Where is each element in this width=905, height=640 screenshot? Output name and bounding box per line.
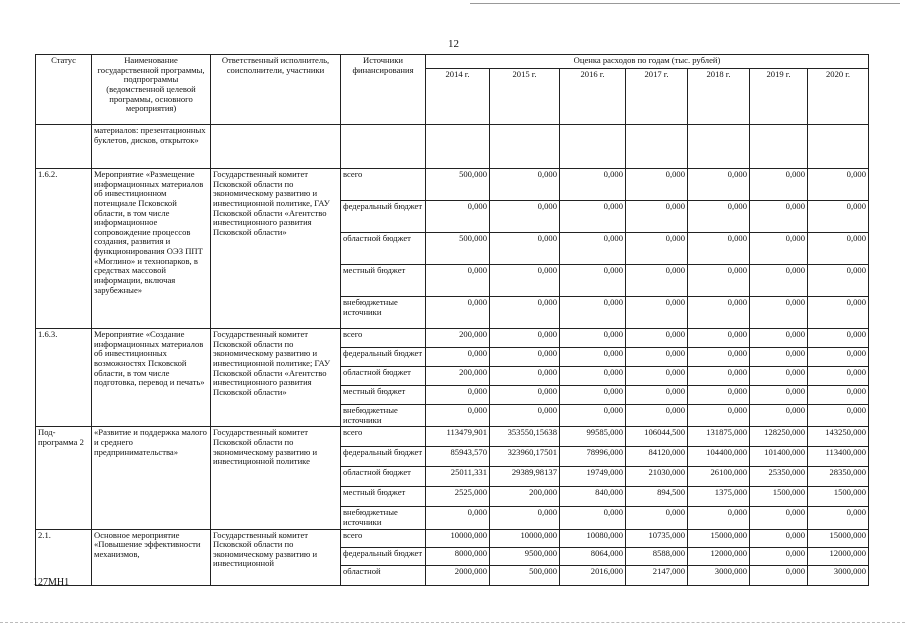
value-cell: 0,000 [560,329,626,348]
value-cell: 0,000 [688,348,750,367]
value-cell: 200,000 [490,487,560,507]
value-cell: 200,000 [426,367,490,386]
value-cell: 0,000 [688,405,750,427]
value-cell: 0,000 [750,201,808,233]
value-cell: 12000,000 [808,547,869,565]
value-cell: 9500,000 [490,547,560,565]
value-cell: 0,000 [750,529,808,547]
year-header: 2020 г. [808,69,869,125]
source-label: местный бюджет [341,487,426,507]
value-cell: 0,000 [490,348,560,367]
value-cell: 104400,000 [688,447,750,467]
source-label: внебюджетные источники [341,507,426,529]
value-cell: 0,000 [750,169,808,201]
table-row [36,169,869,201]
value-cell: 85943,570 [426,447,490,467]
value-cell: 0,000 [750,405,808,427]
value-cell: 0,000 [688,386,750,405]
value-cell: 1375,000 [688,487,750,507]
value-cell: 0,000 [626,201,688,233]
year-header: 2014 г. [426,69,490,125]
value-cell: 0,000 [490,386,560,405]
year-header: 2015 г. [490,69,560,125]
value-cell: 0,000 [688,329,750,348]
value-cell: 0,000 [688,233,750,265]
row-responsible: Государственный комитет Псковской области по экономическому развитию и инвестиционной политике; ГАУ Псковской области «Агентство инвестиционного развития Псковской области» [211,329,341,427]
source-label: всего [341,427,426,447]
source-label: местный бюджет [341,265,426,297]
value-cell: 0,000 [490,507,560,529]
value-cell: 25350,000 [750,467,808,487]
continuation-row [36,125,869,169]
row-name: «Развитие и поддержка малого и среднего предпринимательства» [92,427,211,529]
source-label: внебюджетные источники [341,405,426,427]
value-cell: 0,000 [808,367,869,386]
value-cell: 0,000 [426,297,490,329]
value-cell: 12000,000 [688,547,750,565]
value-cell: 0,000 [808,329,869,348]
value-cell: 840,000 [560,487,626,507]
value-cell: 0,000 [750,547,808,565]
value-cell: 500,000 [490,565,560,585]
header-responsible: Ответственный исполнитель, соисполнители, участники [211,55,341,125]
value-cell: 0,000 [750,565,808,585]
value-cell: 0,000 [560,507,626,529]
source-label: федеральный бюджет [341,348,426,367]
value-cell: 29389,98137 [490,467,560,487]
source-label: областной бюджет [341,467,426,487]
footer-code: 127МН1 [33,577,70,588]
value-cell: 8588,000 [626,547,688,565]
value-cell: 0,000 [626,348,688,367]
table-row [36,329,869,348]
value-cell: 0,000 [750,329,808,348]
page-number: 12 [448,38,459,50]
value-cell: 0,000 [426,201,490,233]
row-status: 1.6.2. [36,169,92,329]
source-label: всего [341,329,426,348]
value-cell: 0,000 [560,386,626,405]
value-cell: 500,000 [426,233,490,265]
value-cell: 0,000 [560,265,626,297]
value-cell: 0,000 [490,233,560,265]
value-cell: 0,000 [688,367,750,386]
value-cell: 2147,000 [626,565,688,585]
value-cell: 2525,000 [426,487,490,507]
value-cell: 113400,000 [808,447,869,467]
value-cell: 0,000 [490,367,560,386]
value-cell: 0,000 [560,405,626,427]
value-cell: 0,000 [808,201,869,233]
value-cell: 10000,000 [490,529,560,547]
value-cell: 0,000 [490,265,560,297]
value-cell: 0,000 [426,405,490,427]
value-cell: 143250,000 [808,427,869,447]
value-cell: 0,000 [750,348,808,367]
value-cell: 0,000 [560,367,626,386]
value-cell: 26100,000 [688,467,750,487]
year-header: 2019 г. [750,69,808,125]
value-cell: 0,000 [560,169,626,201]
header-status: Статус [36,55,92,125]
value-cell: 78996,000 [560,447,626,467]
value-cell: 0,000 [688,265,750,297]
value-cell: 0,000 [750,367,808,386]
value-cell: 0,000 [626,233,688,265]
source-label: местный бюджет [341,386,426,405]
value-cell: 0,000 [808,233,869,265]
header-sources: Источники финансирования [341,55,426,125]
value-cell: 3000,000 [688,565,750,585]
value-cell: 0,000 [808,265,869,297]
value-cell: 0,000 [560,297,626,329]
value-cell: 0,000 [750,265,808,297]
row-responsible: Государственный комитет Псковской области по экономическому развитию и инвестиционной [211,529,341,585]
value-cell: 131875,000 [688,427,750,447]
value-cell: 0,000 [750,507,808,529]
table-row [36,529,869,547]
source-label: областной [341,565,426,585]
value-cell: 0,000 [626,169,688,201]
value-cell: 0,000 [808,386,869,405]
value-cell: 0,000 [490,201,560,233]
value-cell: 1500,000 [808,487,869,507]
value-cell: 0,000 [426,265,490,297]
value-cell: 0,000 [560,348,626,367]
source-label: всего [341,169,426,201]
continuation-name: материалов: презентационных буклетов, дисков, открыток» [92,125,211,169]
scan-bottom-line [0,622,905,624]
value-cell: 323960,17501 [490,447,560,467]
value-cell: 0,000 [626,367,688,386]
value-cell: 99585,000 [560,427,626,447]
value-cell: 0,000 [808,507,869,529]
value-cell: 0,000 [750,386,808,405]
value-cell: 0,000 [490,297,560,329]
source-label: областной бюджет [341,367,426,386]
value-cell: 0,000 [560,201,626,233]
value-cell: 113479,901 [426,427,490,447]
row-responsible: Государственный комитет Псковской области по экономическому развитию и инвестиционной политике [211,427,341,529]
row-name: Мероприятие «Создание информационных материалов об инвестиционных возможностях Псковской области, в том числе подготовка, перевод и печать» [92,329,211,427]
row-status: 1.6.3. [36,329,92,427]
value-cell: 0,000 [490,169,560,201]
value-cell: 0,000 [560,233,626,265]
value-cell: 15000,000 [808,529,869,547]
value-cell: 28350,000 [808,467,869,487]
value-cell: 19749,000 [560,467,626,487]
source-label: федеральный бюджет [341,447,426,467]
value-cell: 0,000 [426,507,490,529]
value-cell: 3000,000 [808,565,869,585]
value-cell: 0,000 [808,169,869,201]
year-header: 2017 г. [626,69,688,125]
value-cell: 8000,000 [426,547,490,565]
row-status: Под-программа 2 [36,427,92,529]
header-name: Наименование государственной программы, подпрограммы (ведомственной целевой программы, основного мероприятия) [92,55,211,125]
value-cell: 0,000 [750,233,808,265]
value-cell: 0,000 [808,405,869,427]
value-cell: 10080,000 [560,529,626,547]
value-cell: 0,000 [808,348,869,367]
value-cell: 1500,000 [750,487,808,507]
value-cell: 500,000 [426,169,490,201]
source-label: внебюджетные источники [341,297,426,329]
value-cell: 15000,000 [688,529,750,547]
value-cell: 0,000 [626,405,688,427]
source-label: федеральный бюджет [341,201,426,233]
scan-top-line [470,3,900,4]
value-cell: 2016,000 [560,565,626,585]
value-cell: 0,000 [626,507,688,529]
value-cell: 894,500 [626,487,688,507]
header-estimate: Оценка расходов по годам (тыс. рублей) [426,55,869,69]
value-cell: 0,000 [688,201,750,233]
table-row [36,427,869,447]
value-cell: 0,000 [426,348,490,367]
row-status: 2.1. [36,529,92,585]
value-cell: 0,000 [688,507,750,529]
year-header: 2016 г. [560,69,626,125]
value-cell: 0,000 [626,329,688,348]
source-label: областной бюджет [341,233,426,265]
year-header: 2018 г. [688,69,750,125]
row-name: Мероприятие «Размещение информационных материалов об инвестиционном потенциале Псковской области, в том числе информационное сопровождение процессов создания, развития и функционирования ОЭЗ ППТ «Моглино» и технопарков, в средствах массовой информации, включая зарубежные» [92,169,211,329]
value-cell: 0,000 [750,297,808,329]
value-cell: 25011,331 [426,467,490,487]
value-cell: 128250,000 [750,427,808,447]
value-cell: 0,000 [688,297,750,329]
value-cell: 0,000 [688,169,750,201]
value-cell: 84120,000 [626,447,688,467]
value-cell: 0,000 [490,329,560,348]
value-cell: 10000,000 [426,529,490,547]
value-cell: 0,000 [626,265,688,297]
value-cell: 0,000 [626,386,688,405]
value-cell: 8064,000 [560,547,626,565]
value-cell: 10735,000 [626,529,688,547]
value-cell: 101400,000 [750,447,808,467]
value-cell: 200,000 [426,329,490,348]
source-label: всего [341,529,426,547]
value-cell: 0,000 [490,405,560,427]
value-cell: 353550,15638 [490,427,560,447]
value-cell: 0,000 [808,297,869,329]
row-responsible: Государственный комитет Псковской области по экономическому развитию и инвестиционной политике, ГАУ Псковской области «Агентство инвестиционного развития Псковской области» [211,169,341,329]
value-cell: 0,000 [426,386,490,405]
value-cell: 106044,500 [626,427,688,447]
value-cell: 0,000 [626,297,688,329]
source-label: федеральный бюджет [341,547,426,565]
value-cell: 21030,000 [626,467,688,487]
row-name: Основное мероприятие «Повышение эффективности механизмов, [92,529,211,585]
value-cell: 2000,000 [426,565,490,585]
expenditure-table [35,54,869,586]
